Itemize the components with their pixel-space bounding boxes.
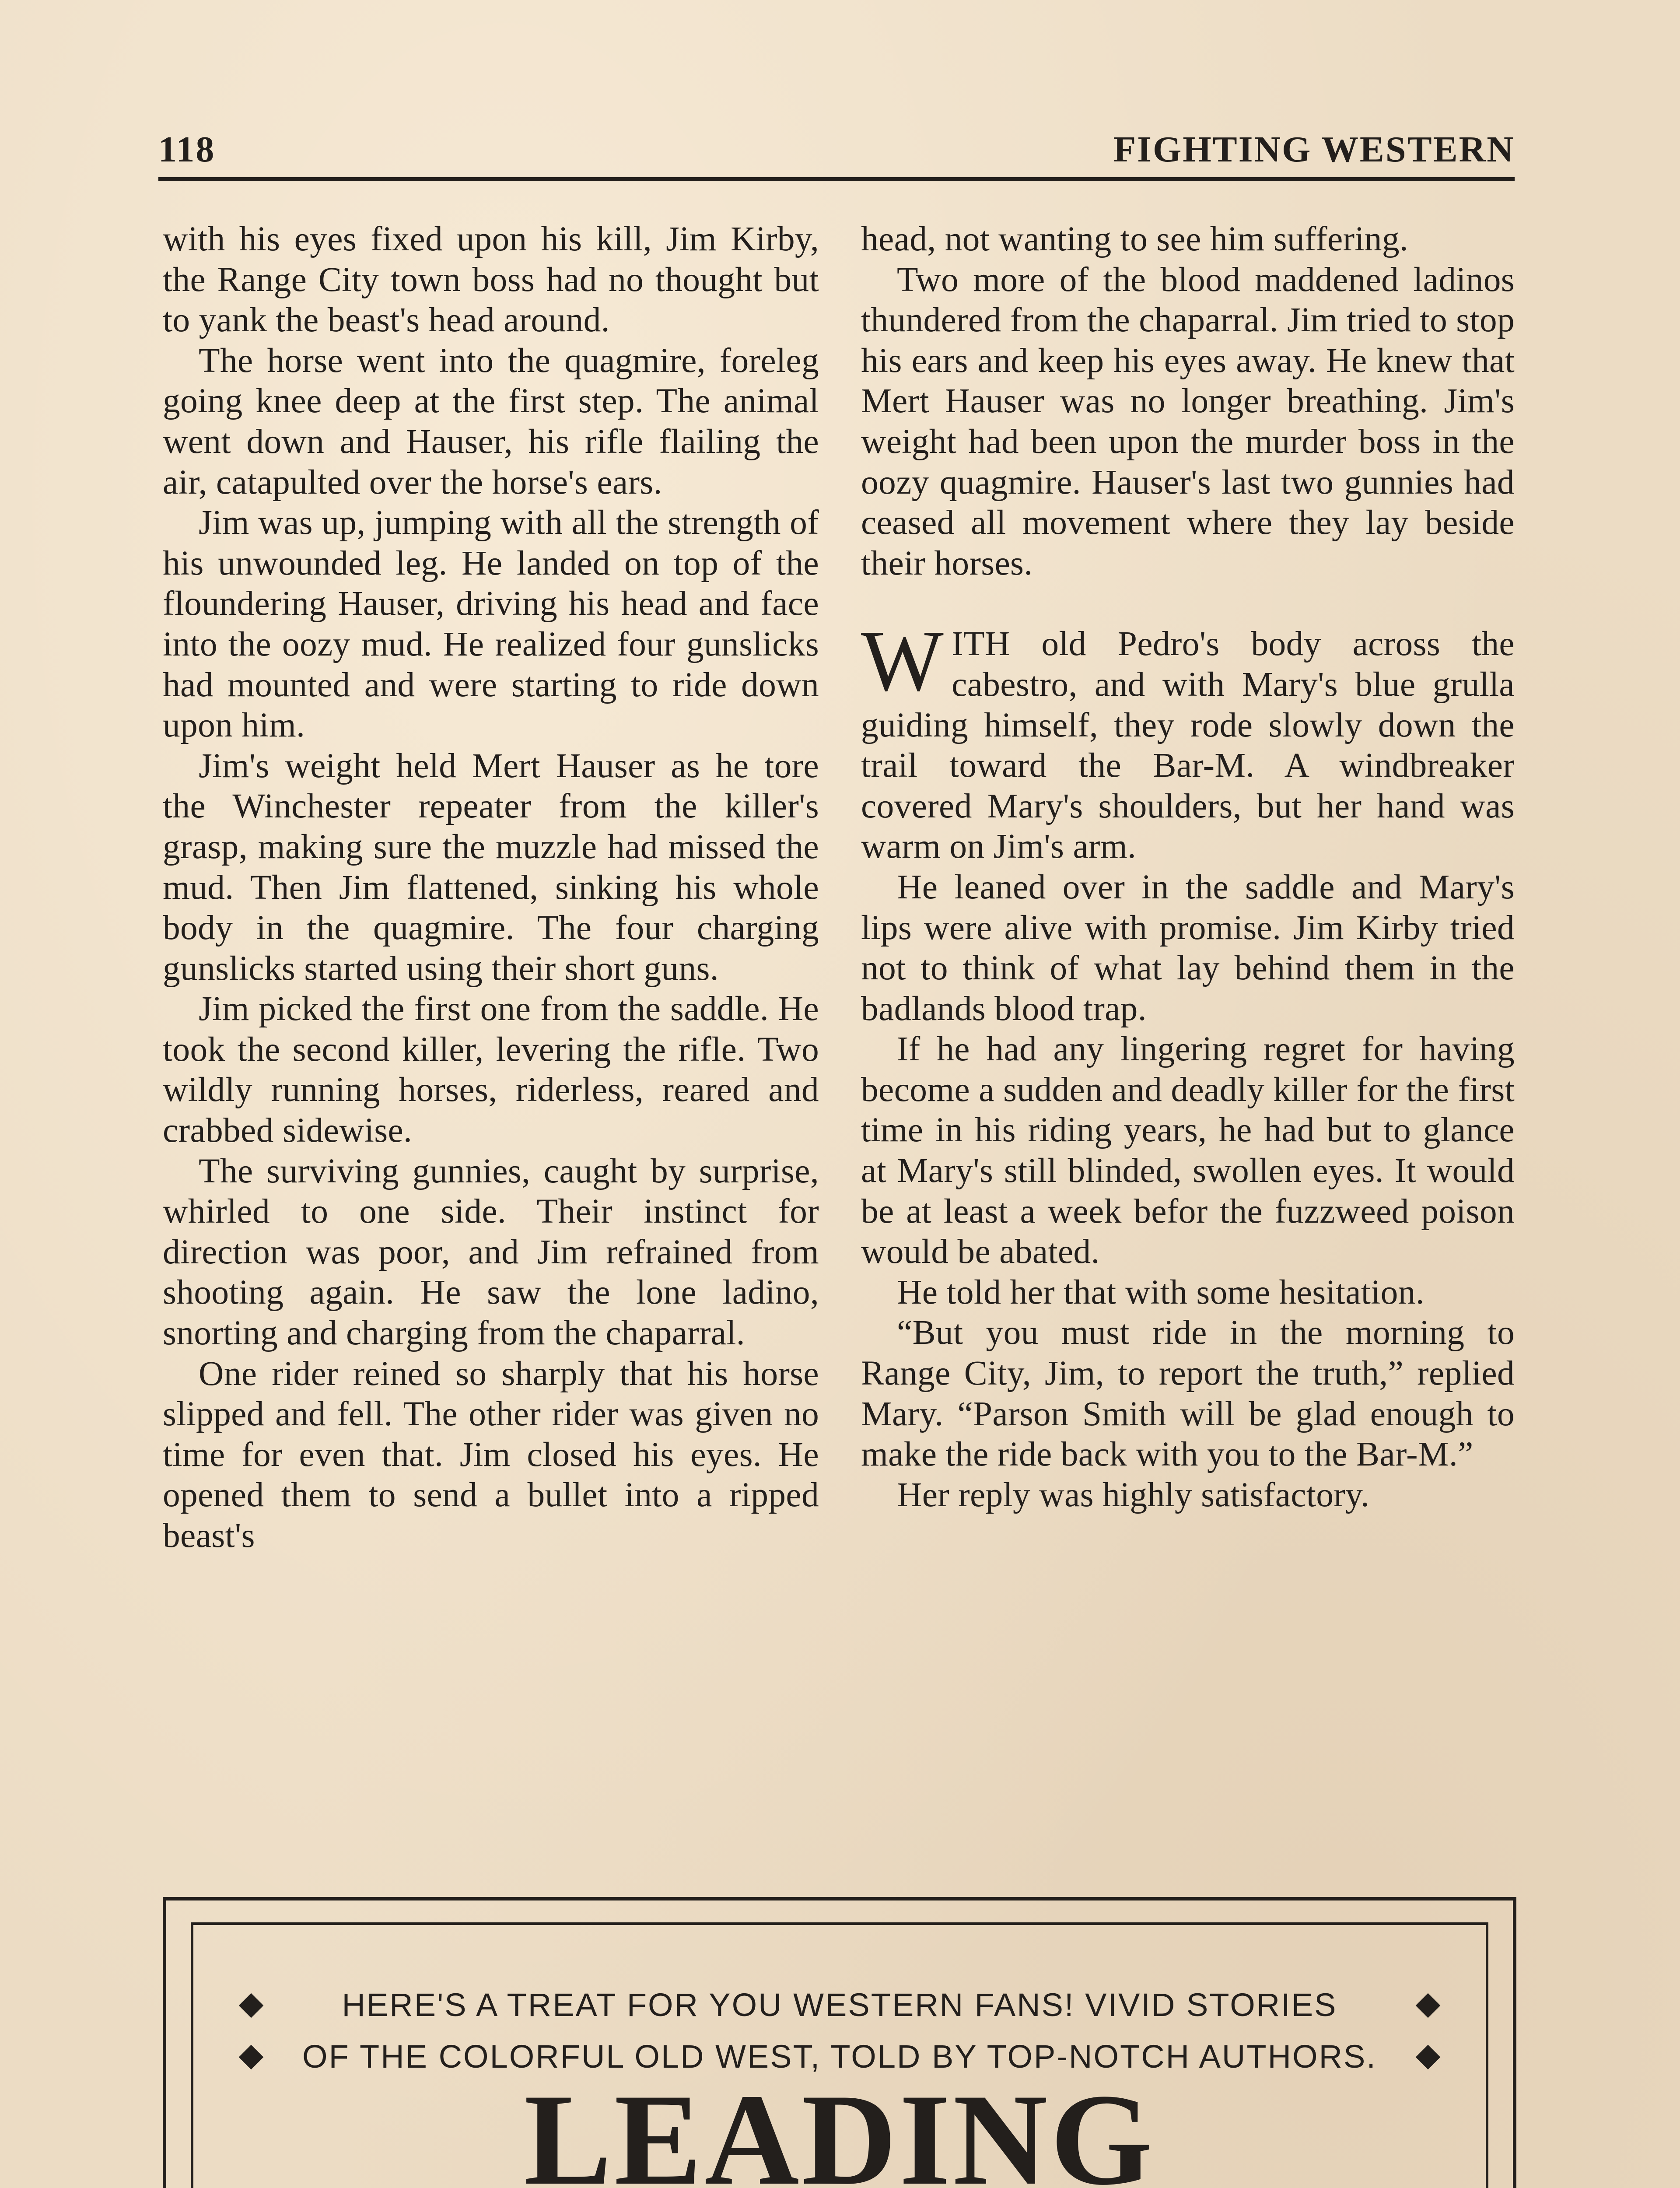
advertisement-box <box>163 1897 1516 2188</box>
left-column <box>163 219 819 1864</box>
paragraph: Two more of the blood maddened ladinos thundered from the chaparral. Jim tried to stop his ears and keep his eyes away. He knew that Mert Hauser was no longer breathing. Jim's weight had been upon the murder boss in the oozy quagmire. Hauser's last two gunnies had ceased all movement where they lay beside their horses. <box>861 260 1515 582</box>
advertisement-inner-frame <box>191 1922 1488 2188</box>
page-header <box>158 125 1515 173</box>
paragraph: The horse went into the quagmire, foreleg going knee deep at the first step. The animal went down and Hauser, his rifle flailing the air, catapulted over the horse's ears. <box>163 341 819 501</box>
ad-tagline-2: OF THE COLORFUL OLD WEST, TOLD BY TOP-NOTCH AUTHORS. <box>302 2038 1377 2075</box>
paragraph: Jim picked the first one from the saddle. He took the second killer, levering the rifle. Two wildly running horses, riderless, reared and crabbed sidewise. <box>163 989 819 1150</box>
ad-magazine-title: LEADING <box>524 2067 1155 2188</box>
ad-tagline-1: HERE'S A TREAT FOR YOU WESTERN FANS! VIVID STORIES <box>342 1987 1337 2023</box>
paragraph: with his eyes fixed upon his kill, Jim Kirby, the Range City town boss had no thought but to yank the beast's head around. <box>163 220 819 340</box>
paragraph: One rider reined so sharply that his horse slipped and fell. The other rider was given no time for even that. Jim closed his eyes. He opened them to send a bullet into a ripped beast's <box>163 1354 819 1555</box>
header-rule <box>158 177 1515 181</box>
paragraph: If he had any lingering regret for having become a sudden and deadly killer for the first time in his riding years, he had but to glance at Mary's still blinded, swollen eyes. It would be at least a week befor the fuzzweed poison would be abated. <box>861 1030 1515 1271</box>
page-number: 118 <box>158 129 216 170</box>
section-opening-text: ITH old Pedro's body across the cabestro, and with Mary's blue grulla guiding himself, they rode slowly down the trail toward the Bar-M. A windbreaker covered Mary's shoulders, but her hand was warm on Jim's arm. <box>861 624 1515 866</box>
paragraph: Her reply was highly satisfactory. <box>897 1475 1370 1514</box>
section-opening-paragraph <box>861 613 1515 867</box>
running-title: FIGHTING WESTERN <box>1113 129 1515 170</box>
paragraph: He leaned over in the saddle and Mary's lips were alive with promise. Jim Kirby tried not to think of what lay behind them in the badlands blood trap. <box>861 867 1515 1028</box>
paragraph: Jim's weight held Mert Hauser as he tore the Winchester repeater from the killer's grasp, making sure the muzzle had missed the mud. Then Jim flattened, sinking his whole body in the quagmire. The four charging gunslicks started using their short guns. <box>163 746 819 988</box>
paragraph: The surviving gunnies, caught by surprise, whirled to one side. Their instinct for direction was poor, and Jim refrained from shooting again. He saw the lone ladino, snorting and charging from the chaparral. <box>163 1151 819 1353</box>
paragraph: Jim was up, jumping with all the strength of his unwounded leg. He landed on top of the floundering Hauser, driving his head and face into the oozy mud. He realized four gunslicks had mounted and were starting to ride down upon him. <box>163 503 819 745</box>
continuation-paragraph: head, not wanting to see him suffering. <box>861 220 1409 258</box>
drop-cap: W <box>861 613 944 710</box>
paragraph: “But you must ride in the morning to Range City, Jim, to report the truth,” replied Mary. “Parson Smith will be glad enough to make the ride back with you to the Bar-M.” <box>861 1313 1515 1474</box>
paragraph: He told her that with some hesitation. <box>897 1273 1424 1311</box>
right-column <box>861 219 1515 1864</box>
